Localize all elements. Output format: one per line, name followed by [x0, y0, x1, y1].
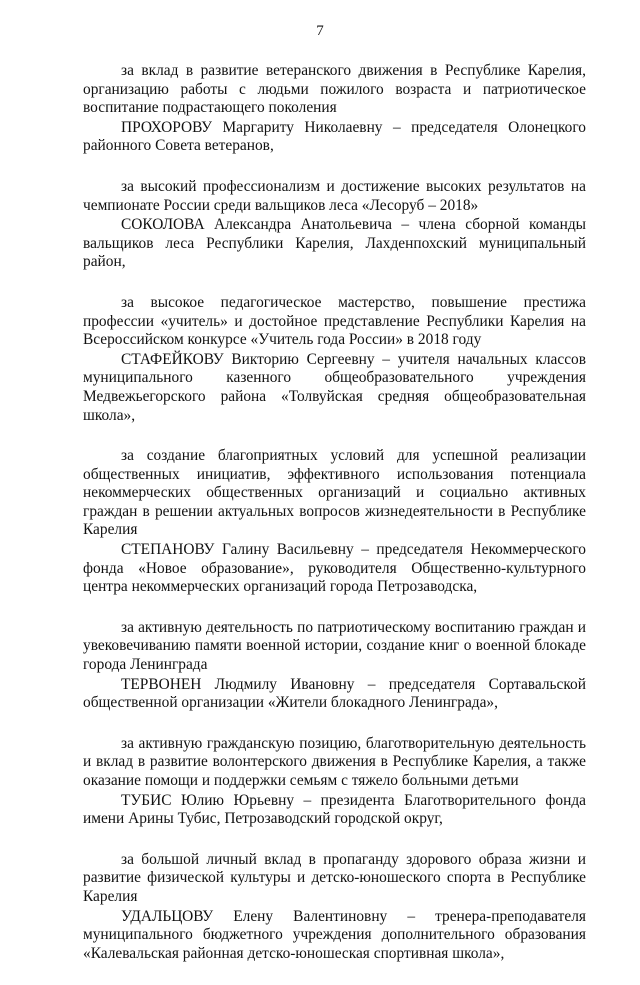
awardee-name: ТУБИС Юлию Юрьевну – президента Благотворительного фонда имени Арины Тубис, Петрозаводский городской округ, — [83, 791, 586, 828]
award-list — [83, 62, 586, 985]
page-number: 7 — [316, 23, 324, 39]
award-entry — [83, 62, 586, 156]
award-reason: за высокий профессионализм и достижение высоких результатов на чемпионате России среди вальщиков леса «Лесоруб – 2018» — [83, 177, 586, 214]
award-entry — [83, 619, 586, 713]
award-reason: за высокое педагогическое мастерство, повышение престижа профессии «учитель» и достойное представление Республики Карелия на Всероссийском конкурсе «Учитель года России» в 2018 году — [83, 293, 586, 349]
award-reason: за активную деятельность по патриотическому воспитанию граждан и увековечиванию памяти военной истории, создание книг о военной блокаде города Ленинграда — [83, 618, 586, 674]
award-reason: за создание благоприятных условий для успешной реализации общественных инициатив, эффективного использования потенциала некоммерческих общественных организаций и социально активных граждан в решении актуальных вопросов жизнедеятельности в Республике Карелия — [83, 447, 586, 539]
awardee-name: СТЕПАНОВУ Галину Васильевну – председателя Некоммерческого фонда «Новое образование», руководителя Общественно-культурного центра некоммерческих организаций города Петрозаводска, — [83, 541, 586, 596]
award-entry — [83, 735, 586, 829]
award-entry — [83, 447, 586, 597]
award-entry — [83, 294, 586, 425]
awardee-name: СОКОЛОВА Александра Анатольевича – члена сборной команды вальщиков леса Республики Карелия, Лахденпохский муниципальный район, — [83, 216, 586, 271]
awardee-name: ПРОХОРОВУ Маргариту Николаевну – председателя Олонецкого районного Совета ветеранов, — [83, 118, 586, 155]
awardee-name: СТАФЕЙКОВУ Викторию Сергеевну – учителя начальных классов муниципального казенного общеобразовательного учреждения Медвежьегорского района «Толвуйская средняя общеобразовательная школа», — [83, 350, 586, 424]
award-entry — [83, 178, 586, 272]
award-reason: за активную гражданскую позицию, благотворительную деятельность и вклад в развитие волонтерского движения в Республике Карелия, а также оказание помощи и поддержки семьям с тяжело больными детьми — [83, 734, 586, 789]
award-entry — [83, 851, 586, 964]
award-reason: за вклад в развитие ветеранского движения в Республике Карелия, организацию работы с людьми пожилого возраста и патриотическое воспитание подрастающего поколения — [83, 62, 586, 117]
awardee-name: ТЕРВОНЕН Людмилу Ивановну – председателя Сортавальской общественной организации «Жители блокадного Ленинграда», — [83, 675, 586, 712]
awardee-name: УДАЛЬЦОВУ Елену Валентиновну – тренера-преподавателя муниципального бюджетного учреждения дополнительного образования «Калевальская районная детско-юношеская спортивная школа», — [83, 907, 586, 962]
award-reason: за большой личный вклад в пропаганду здорового образа жизни и развитие физической культуры и детско-юношеского спорта в Республике Карелия — [83, 850, 586, 905]
